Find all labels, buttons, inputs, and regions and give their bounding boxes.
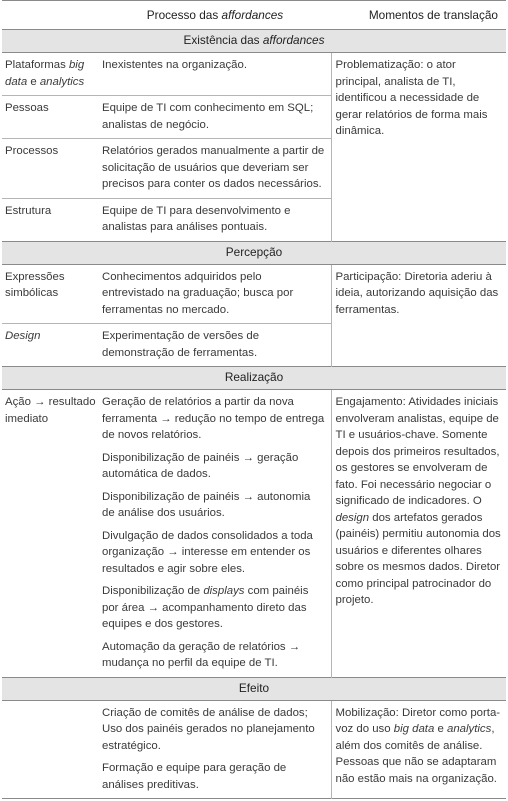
row-label: Ação → resultado imediato [5, 396, 96, 425]
row-process: Conhecimentos adquiridos pelo entrevistado na graduação; busca por ferramentas no mercado. [99, 264, 331, 324]
row-process: Inexistentes na organização. [99, 53, 331, 96]
list-item: Disponibilização de painéis → autonomia de análise dos usuários. [102, 490, 311, 519]
row-label: Estrutura [2, 198, 99, 241]
row-label [2, 700, 99, 799]
table-row [2, 264, 506, 324]
section-existencia: Existência das affordances [2, 30, 506, 53]
row-label: Expressões simbólicas [5, 270, 65, 299]
row-label: Processos [2, 139, 99, 199]
row-label: Design [2, 324, 99, 367]
row-moment: Problematização: o ator principal, analista de TI, identificou a necessidade de gerar relatórios de forma mais dinâmica. [335, 59, 488, 137]
table-row [2, 53, 506, 96]
row-moment: Participação: Diretoria aderiu à ideia, autorizando aquisição das ferramentas. [335, 270, 499, 316]
list-item: Geração de relatórios a partir da nova ferramenta → redução no tempo de entrega de novos relatórios. [102, 396, 325, 441]
row-label: Plataformas big data e analytics [5, 59, 85, 88]
table-row [2, 700, 506, 799]
affordances-table [2, 0, 506, 799]
list-item: Disponibilização de painéis → geração automática de dados. [102, 451, 299, 480]
row-process: Relatórios gerados manualmente a partir de solicitação de usuários que deveriam ser precisos para conter os dados necessários. [99, 139, 331, 199]
row-process: Equipe de TI para desenvolvimento e analistas para análises pontuais. [99, 198, 331, 241]
section-efeito: Efeito [2, 677, 506, 700]
section-percepcao: Percepção [2, 241, 506, 264]
row-moment: Mobilização: Diretor como porta-voz do uso big data e analytics, além dos comitês de análise. Pessoas que não se adaptaram não estão mais na organização. [335, 706, 501, 785]
header-col1 [2, 1, 99, 30]
list-item: Disponibilização de displays com painéis por área → acompanhamento direto das equipes e dos gestores. [102, 585, 309, 630]
row-moment: Engajamento: Atividades iniciais envolveram analistas, equipe de TI e usuários-chave. Somente depois dos primeiros resultados, os gestores se envolveram de fato. Foi necessário negociar o significado de indicadores. O design dos artefatos gerados (painéis) permitiu autonomia dos usuários e diferentes olhares sobre os mesmos dados. Diretor como principal patrocinador do projeto. [335, 396, 501, 606]
row-label: Pessoas [2, 96, 99, 139]
table-header-row [2, 1, 506, 30]
header-col3: Momentos de translação [331, 1, 506, 30]
list-item: Formação e equipe para geração de análises preditivas. [102, 762, 287, 791]
header-col2: Processo das affordances [99, 1, 331, 30]
row-process [99, 390, 331, 678]
section-realizacao: Realização [2, 367, 506, 390]
row-process: Equipe de TI com conhecimento em SQL; analistas de negócio. [99, 96, 331, 139]
table-row [2, 390, 506, 678]
row-process [99, 700, 331, 799]
list-item: Divulgação de dados consolidados a toda organização → interesse em entender os resultados e agir sobre eles. [102, 529, 313, 575]
list-item: Criação de comitês de análise de dados; Uso dos painéis gerados no planejamento estratégico. [102, 706, 315, 752]
row-process: Experimentação de versões de demonstração de ferramentas. [99, 324, 331, 367]
list-item: Automação da geração de relatórios → mudança no perfil da equipe de TI. [102, 640, 301, 669]
